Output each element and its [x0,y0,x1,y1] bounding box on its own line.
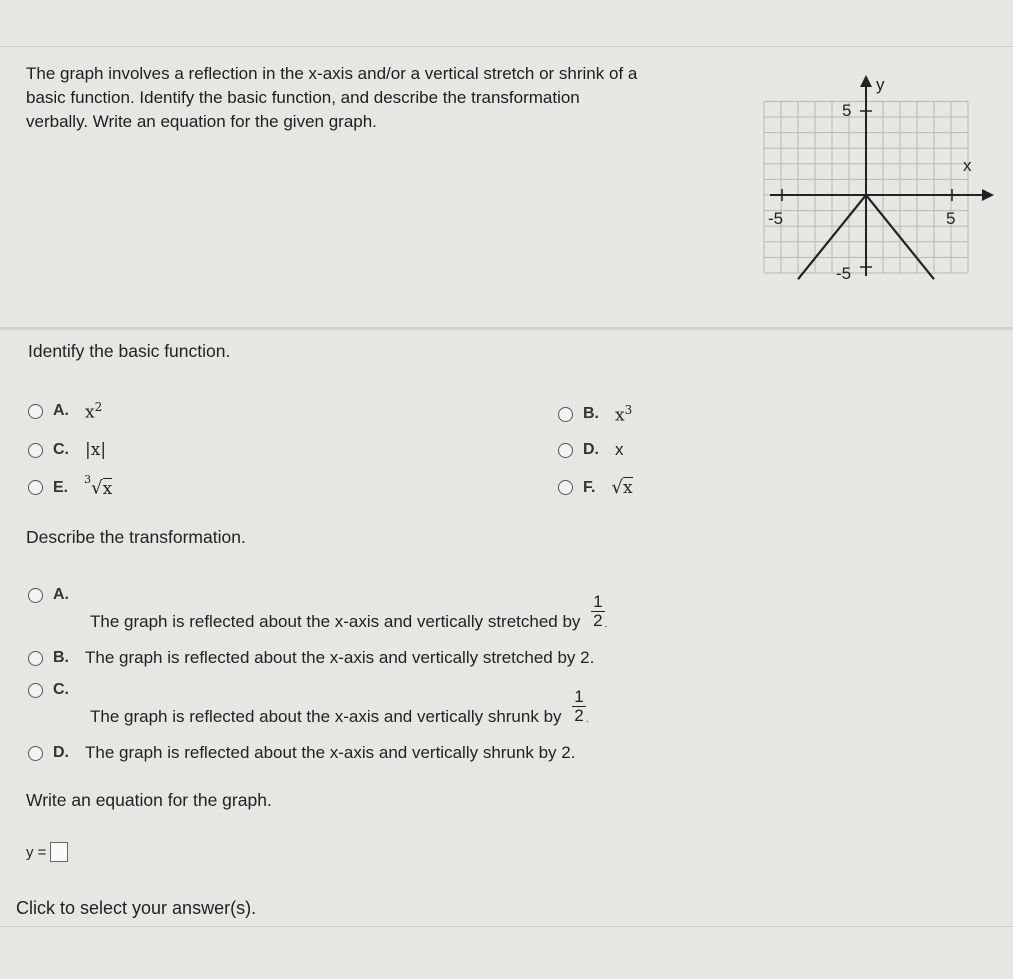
transform-option-c-text: The graph is reflected about the x-axis and vertically shrunk by $\frac{1}{2}$ $_.$ [90,687,589,726]
radio-button[interactable] [558,443,573,458]
transform-option-a-text: The graph is reflected about the x-axis and vertically stretched by $\frac{1}{2}$ $_.$ [90,592,608,631]
option-math: √x [611,477,633,498]
question-line-2: basic function. Identify the basic function, and describe the transformation [26,88,580,107]
top-divider [0,46,1013,47]
option-letter: F. [583,478,596,496]
footer-hint: Click to select your answer(s). [16,898,257,918]
graph [762,66,1002,288]
option-text: The graph is reflected about the x-axis and vertically stretched by 2. [85,648,595,667]
option-letter: A. [53,586,69,603]
question-line-3: verbally. Write an equation for the given graph. [26,112,377,131]
transform-option-a[interactable] [28,586,85,604]
radio-button[interactable] [558,407,573,422]
radio-button[interactable] [28,480,43,495]
x-axis-label: x [963,156,972,175]
option-letter: C. [53,441,69,458]
x-axis-arrow [982,189,994,201]
footer-divider [0,926,1013,927]
option-text: The graph is reflected about the x-axis and vertically shrunk by 2. [85,743,576,762]
option-letter: D. [53,744,69,761]
option-math: $x^2$ [85,400,103,423]
basic-option-a[interactable] [28,400,102,423]
option-letter: A. [53,402,69,420]
option-letter: C. [53,681,69,698]
radio-button[interactable] [28,746,43,761]
y-axis-label: y [876,75,885,94]
transform-option-c[interactable] [28,681,85,699]
option-math: $^3$√x [84,473,113,499]
question-line-1: The graph involves a reflection in the x-axis and/or a vertical stretch or shrink of a [26,64,638,83]
option-letter: B. [53,649,69,666]
y-tick-neg5-label: -5 [836,264,852,283]
radio-button[interactable] [28,588,43,603]
basic-option-e[interactable] [28,473,113,499]
option-math: x [615,440,624,459]
radio-button[interactable] [28,443,43,458]
equation-row [26,842,68,862]
basic-option-f[interactable] [558,477,633,498]
question-text [26,62,746,134]
transform-option-b[interactable] [28,648,594,668]
part1-prompt: Identify the basic function. [28,341,231,361]
equation-lhs: y = [26,843,47,861]
radio-button[interactable] [28,404,43,419]
basic-option-b[interactable] [558,403,632,426]
fraction-one-half: $\frac{1}{2}$ [574,687,584,725]
radio-button[interactable] [28,651,43,666]
y-tick-5-label: 5 [842,101,852,120]
option-letter: D. [583,441,599,458]
option-math: |x| [85,440,107,460]
radio-button[interactable] [558,480,573,495]
section-divider [0,327,1013,330]
part2-prompt: Describe the transformation. [26,527,246,547]
option-math: $x^3$ [615,403,633,426]
basic-option-c[interactable] [28,440,106,460]
basic-option-d[interactable] [558,440,624,460]
equation-answer-input[interactable] [50,842,68,862]
part3-prompt: Write an equation for the graph. [26,790,272,810]
x-tick-5-label: 5 [946,209,956,228]
option-letter: E. [53,478,69,496]
y-axis-arrow [860,75,872,87]
option-letter: B. [583,405,599,423]
transform-option-d[interactable] [28,743,575,763]
x-tick-neg5-label: -5 [768,209,784,228]
fraction-one-half: $\frac{1}{2}$ [593,592,603,630]
radio-button[interactable] [28,683,43,698]
